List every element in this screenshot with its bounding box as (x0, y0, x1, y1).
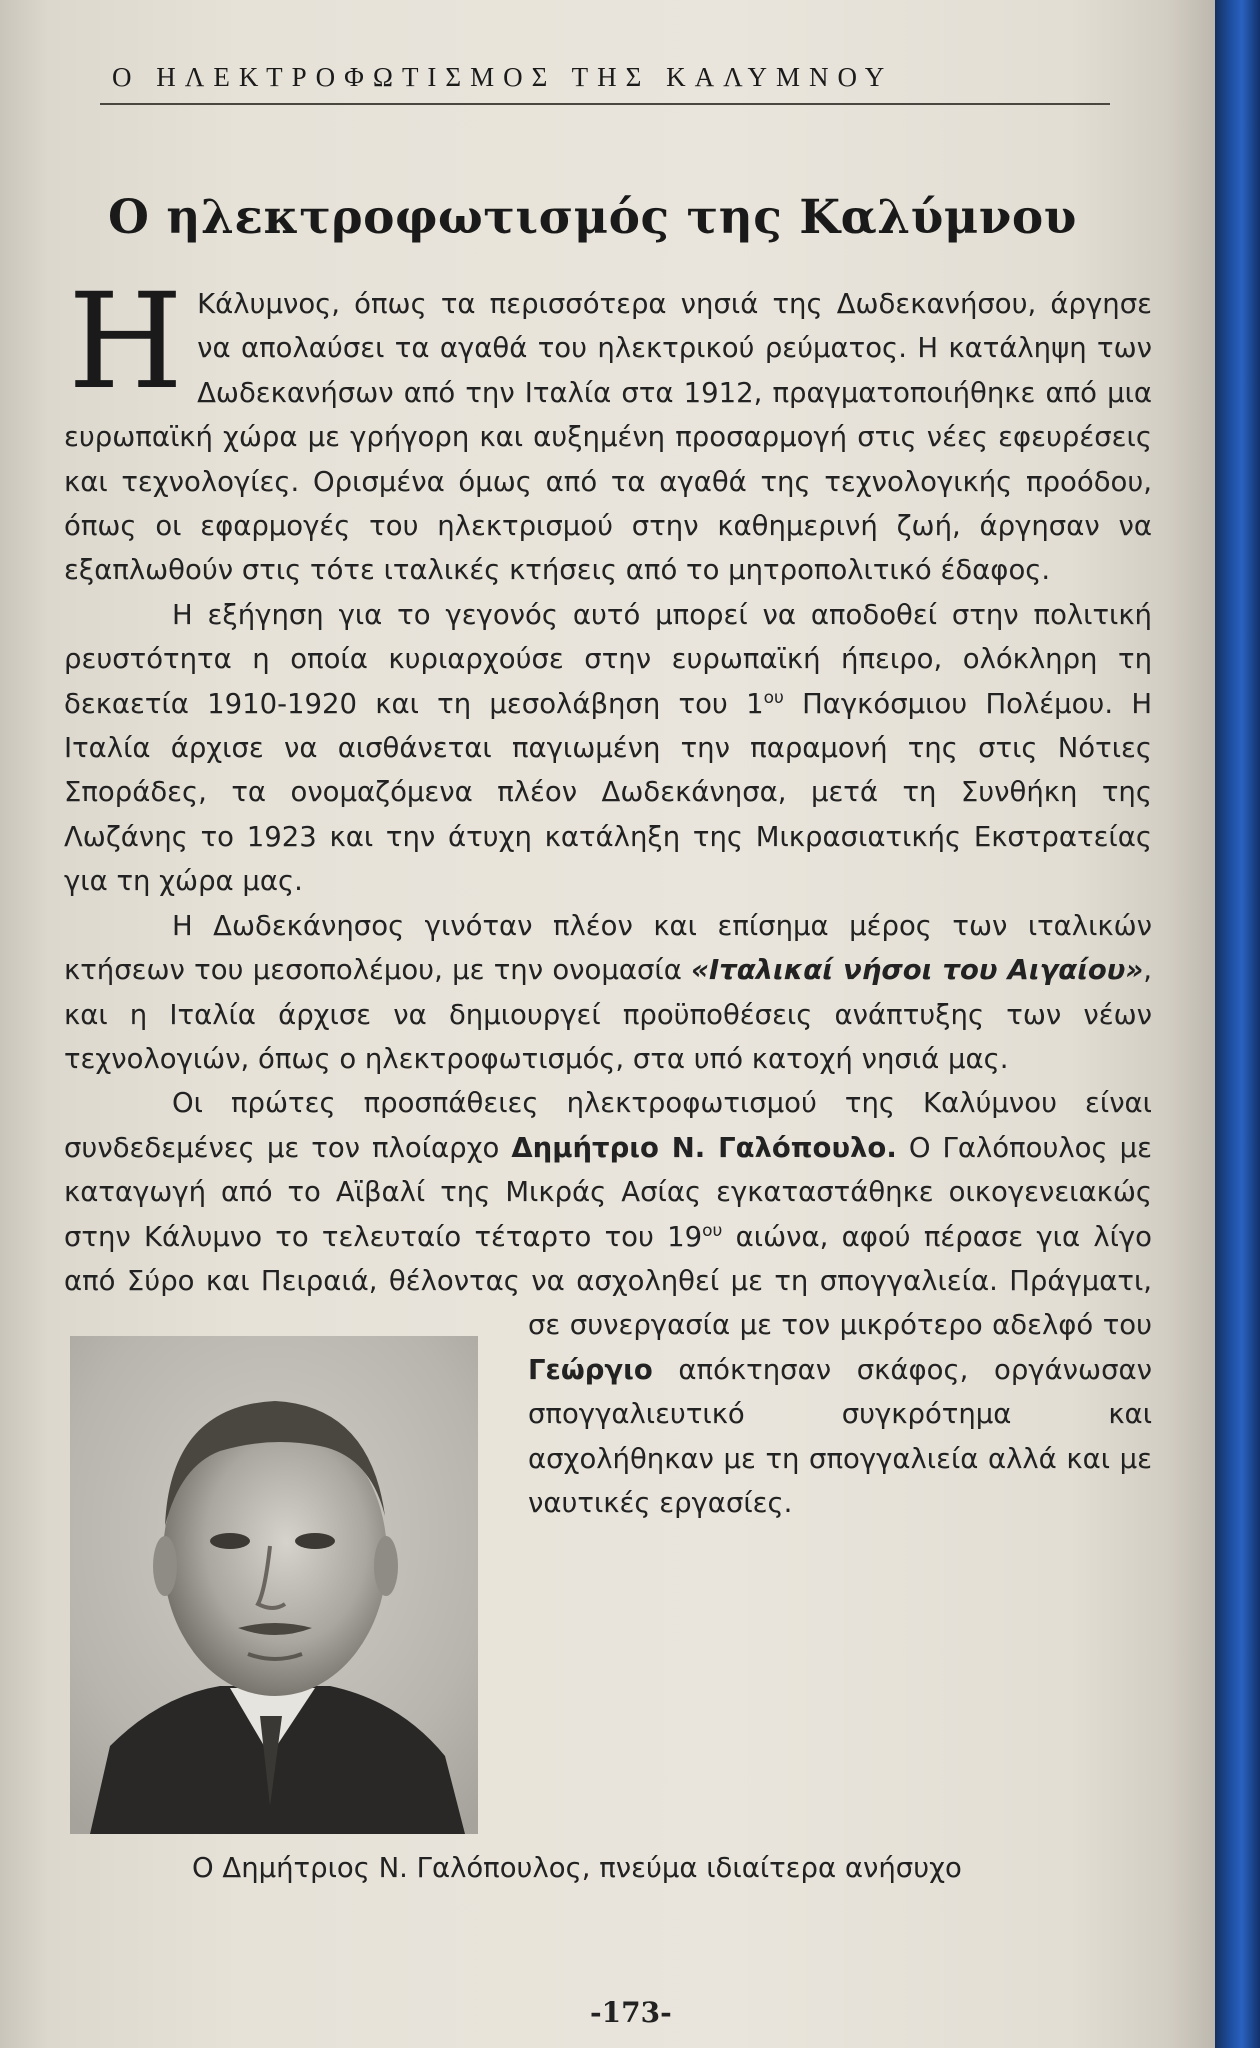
paragraph-2-text-b: Παγκόσμιου Πολέμου. Η Ιταλία άρχισε να αισθάνεται παγιωμένη την παραμονή της στις Νότιες Σποράδες, τα ονομαζόμενα πλέον Δωδεκάνησα, μετά τη Συνθήκη της Λωζάνης το 1923 και την άτυχη κατάληξη της Μικρασιατικής Εκστρατείας για τη χώρα μας. (64, 687, 1152, 898)
paragraph-3-text-b: , και η Ιταλία άρχισε να δημιουργεί προϋποθέσεις ανάπτυξης των νέων τεχνολογιών, όπως ο ηλεκτροφωτισμός, στα υπό κατοχή νησιά μας. (64, 954, 1152, 1075)
person-name-bold: Δημήτριο Ν. Γαλόπουλο. (511, 1131, 897, 1164)
paragraph-5: Ο Δημήτριος Ν. Γαλόπουλος, πνεύμα ιδιαίτερα ανήσυχο (192, 1852, 962, 1884)
drop-cap: Η (68, 265, 184, 419)
paragraph-1-text: Κάλυμνος, όπως τα περισσότερα νησιά της Δωδεκανήσου, άργησε να απολαύσει τα αγαθά του ηλεκτρικού ρεύματος. Η κατάληψη των Δωδεκανήσων από την Ιταλία στα 1912, πραγματοποιήθηκε από μια ευρωπαϊκή χώρα με γρήγορη και αυξημένη προσαρμογή στις νέες εφευρέσεις και τεχνολογίες. Ορισμένα όμως από τα αγαθά της τεχνολογικής προόδου, όπως οι εφαρμογές του ηλεκτρισμού στην καθημερινή ζωή, άργησαν να εξαπλωθούν στις τότε ιταλικές κτήσεις από το μητροπολιτικό έδαφος. (64, 288, 1152, 587)
portrait-photo (70, 1336, 478, 1834)
ordinal-superscript: ου (763, 687, 784, 708)
ordinal-superscript: ου (702, 1220, 723, 1241)
paragraph-4-text-b: Ο Γαλόπουλος με καταγωγή από το Αϊβαλί της Μικράς Ασίας εγκαταστάθηκε οικογενειακώς στην Κάλυμνο το τελευταίο τέταρτο του 19 (64, 1131, 1153, 1253)
book-cover-edge (1215, 0, 1260, 2048)
running-head: Ο ΗΛΕΚΤΡΟΦΩΤΙΣΜΟΣ ΤΗΣ ΚΑΛΥΜΝΟΥ (112, 62, 894, 92)
paragraph-3 (64, 904, 1152, 1082)
header-rule (100, 103, 1110, 105)
portrait-image (70, 1336, 478, 1834)
brother-name-bold: Γεώργιο (528, 1353, 653, 1386)
paragraph-3-text-a: Η Δωδεκάνησος γινόταν πλέον και επίσημα μέρος των ιταλικών κτήσεων του μεσοπολέμου, με την ονομασία (64, 909, 1152, 987)
chapter-title: Ο ηλεκτροφωτισμός της Καλύμνου (108, 190, 1077, 245)
page-number: -173- (590, 1996, 672, 2029)
paragraph-1 (64, 265, 1152, 593)
official-name-emphasis: «Ιταλικαί νήσοι του Αιγαίου» (691, 954, 1144, 987)
paragraph-4-text-d: απόκτησαν σκάφος, οργάνωσαν σπογγαλιευτικό συγκρότημα και ασχολήθηκαν με τη σπογγαλιεία αλλά και με ναυτικές εργασίες. (528, 1353, 1152, 1519)
paragraph-2-text-a: Η εξήγηση για το γεγονός αυτό μπορεί να αποδοθεί στην πολιτική ρευστότητα η οποία κυριαρχούσε στην ευρωπαϊκή ήπειρο, ολόκληρη τη δεκαετία 1910-1920 και τη μεσολάβηση του 1 (64, 598, 1152, 720)
paragraph-4-text-a: Οι πρώτες προσπάθειες ηλεκτροφωτισμού της Καλύμνου είναι συνδεδεμένες με τον πλοίαρχο (64, 1087, 1152, 1164)
paragraph-4-text-c: αιώνα, αφού πέρασε για λίγο από Σύρο και Πειραιά, θέλοντας να ασχοληθεί με τη σπογγαλιεία. Πράγματι, σε συνεργασία με τον μικρότερο αδελφό του (64, 1220, 1152, 1342)
paragraph-2 (64, 593, 1152, 904)
